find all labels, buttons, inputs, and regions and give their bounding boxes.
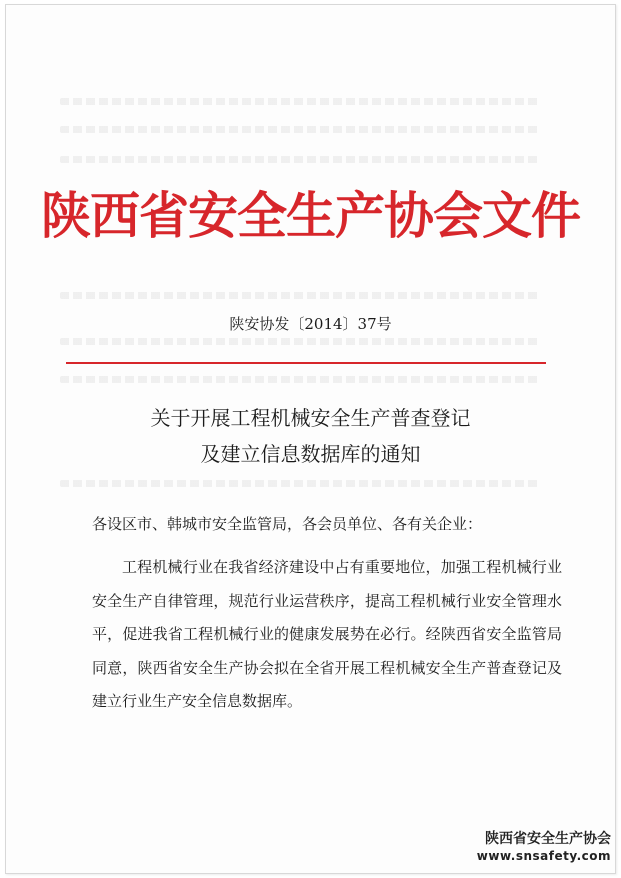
bleed-through-line (60, 480, 540, 487)
watermark (477, 830, 611, 864)
body-paragraph: 工程机械行业在我省经济建设中占有重要地位，加强工程机械行业安全生产自律管理，规范行业运营秩序，提高工程机械行业安全管理水平，促进我省工程机械行业的健康发展势在必行。经陕西省安全监管局同意，陕西省安全生产协会拟在全省开展工程机械安全生产普查登记及建立行业生产安全信息数据库。 (92, 558, 562, 710)
bleed-through-line (60, 292, 540, 299)
bleed-through-line (60, 156, 540, 163)
watermark-url: www.snsafety.com (476, 849, 611, 863)
bleed-through-line (60, 98, 540, 105)
red-divider (66, 362, 546, 364)
watermark-name: 陕西省安全生产协会 (485, 831, 611, 847)
notice-title-line-1: 关于开展工程机械安全生产普查登记 (150, 406, 471, 430)
document-number: 陕安协发〔2014〕37号 (229, 315, 392, 333)
document-page (5, 4, 616, 874)
notice-title-line-2: 及建立信息数据库的通知 (200, 442, 421, 466)
bleed-through-line (60, 338, 540, 345)
bleed-through-line (60, 376, 540, 383)
bleed-through-line (60, 126, 540, 133)
org-document-title: 陕西省安全生产协会文件 (41, 187, 580, 245)
salutation: 各设区市、韩城市安全监管局，各会员单位、各有关企业： (92, 515, 483, 533)
